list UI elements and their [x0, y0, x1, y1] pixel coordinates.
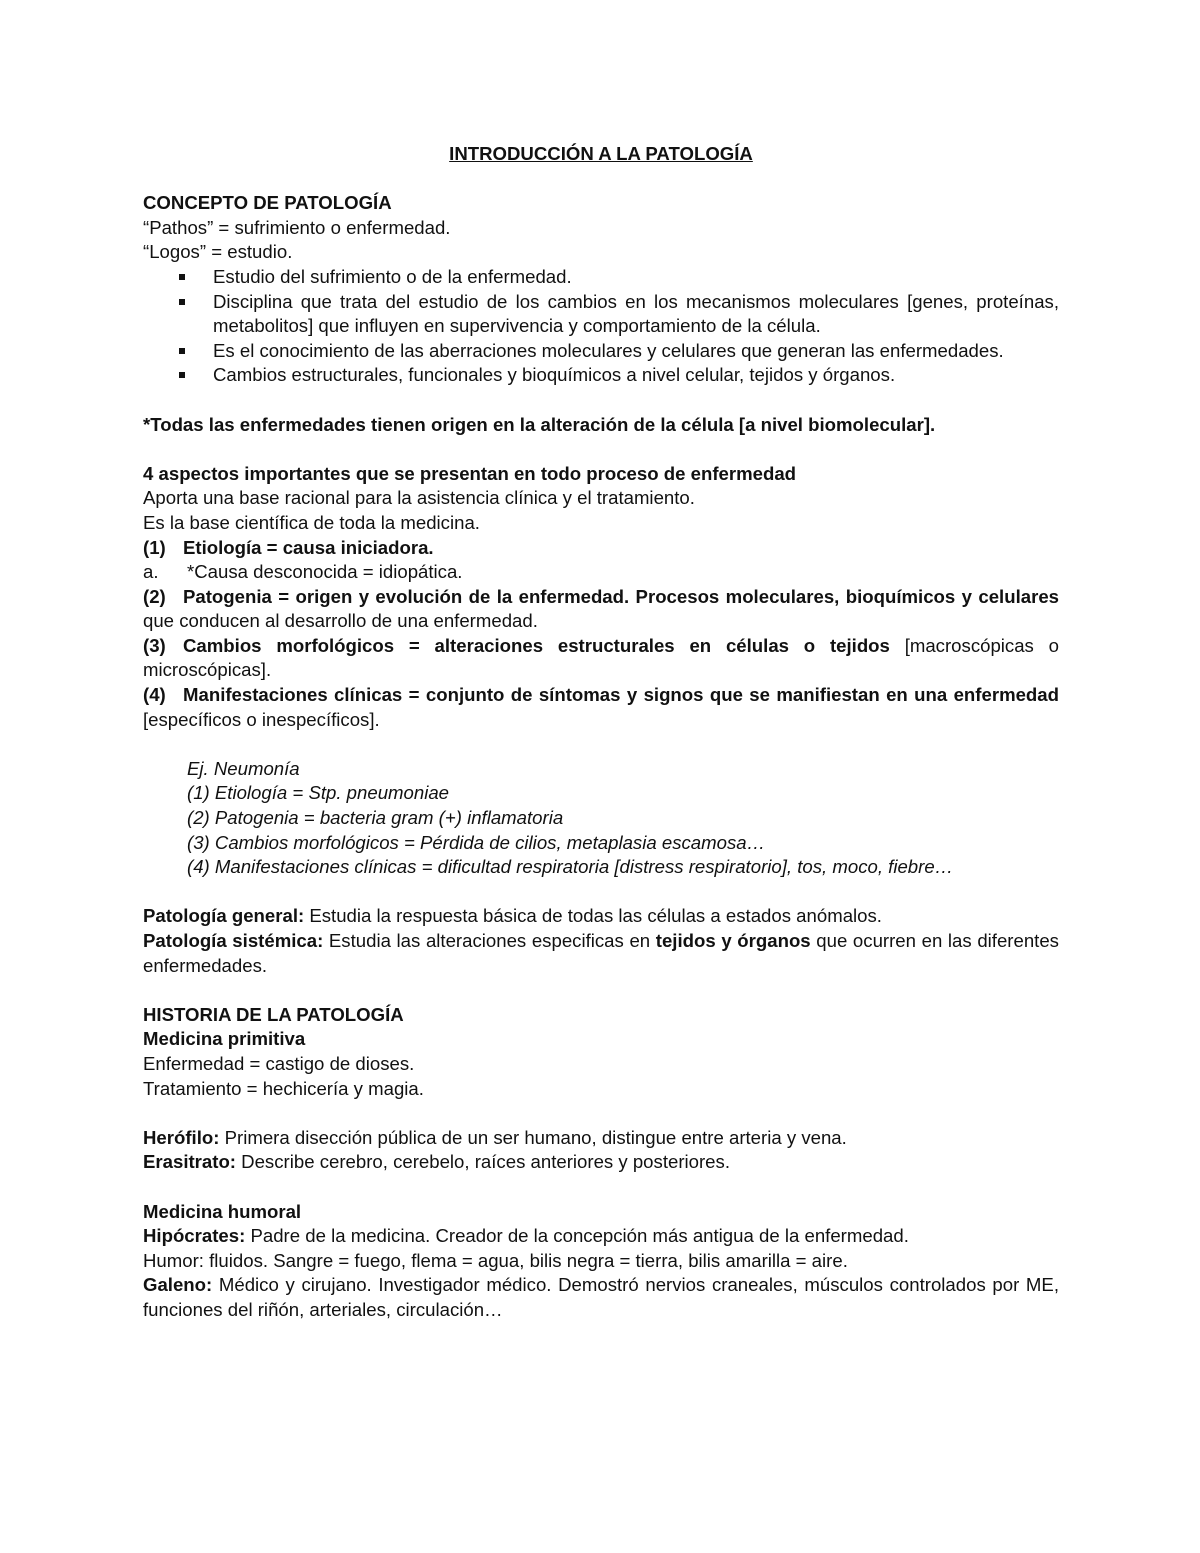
section-heading-historia: HISTORIA DE LA PATOLOGÍA	[143, 1003, 404, 1025]
example-line: (2) Patogenia = bacteria gram (+) inflamatoria	[187, 807, 564, 829]
patologia-general: Patología general: Estudia la respuesta básica de todas las células a estados anómalos.	[143, 905, 882, 927]
subheading-medicina-humoral: Medicina humoral	[143, 1200, 302, 1222]
hipocrates-line: Hipócrates: Padre de la medicina. Creador de la concepción más antigua de la enfermedad.	[143, 1225, 909, 1247]
aspecto-item-4: (4) Manifestaciones clínicas = conjunto de síntomas y signos que se manifiestan en una enfermedad [específicos o inespecíficos].	[143, 684, 1059, 730]
galeno-line: Galeno: Médico y cirujano. Investigador médico. Demostró nervios craneales, músculos controlados por ME, funciones del riñón, arteriales, circulación…	[143, 1274, 1059, 1320]
aspectos-line-2: Es la base científica de toda la medicina.	[143, 511, 480, 533]
primitiva-line: Tratamiento = hechicería y magia.	[143, 1077, 424, 1099]
herofilo-line: Herófilo: Primera disección pública de un ser humano, distingue entre arteria y vena.	[143, 1126, 847, 1148]
concepto-bullet-list	[143, 265, 1059, 388]
bullet-square-icon	[179, 274, 185, 280]
erasitrato-line: Erasitrato: Describe cerebro, cerebelo, raíces anteriores y posteriores.	[143, 1151, 730, 1173]
primitiva-line: Enfermedad = castigo de dioses.	[143, 1052, 415, 1074]
pathos-line: “Pathos” = sufrimiento o enfermedad.	[143, 216, 451, 238]
section-heading-concepto: CONCEPTO DE PATOLOGÍA	[143, 192, 392, 214]
patologia-sistemica: Patología sistémica: Estudia las alteraciones especificas en tejidos y órganos que ocurren en las diferentes enfermedades.	[143, 930, 1059, 976]
aspecto-item-3: (3) Cambios morfológicos = alteraciones estructurales en células o tejidos [macroscópicas o microscópicas].	[143, 634, 1059, 681]
humor-line: Humor: fluidos. Sangre = fuego, flema = agua, bilis negra = tierra, bilis amarilla = aire.	[143, 1249, 848, 1271]
logos-line: “Logos” = estudio.	[143, 241, 293, 263]
aspectos-line-1: Aporta una base racional para la asistencia clínica y el tratamiento.	[143, 487, 695, 509]
bullet-item: Es el conocimiento de las aberraciones moleculares y celulares que generan las enfermedades.	[143, 339, 1059, 364]
bullet-square-icon	[179, 372, 185, 378]
subheading-medicina-primitiva: Medicina primitiva	[143, 1028, 306, 1050]
aspecto-subitem-a: a. *Causa desconocida = idiopática.	[143, 561, 463, 583]
bullet-item: Cambios estructurales, funcionales y bioquímicos a nivel celular, tejidos y órganos.	[143, 363, 1059, 388]
celula-note: *Todas las enfermedades tienen origen en la alteración de la célula [a nivel biomolecular].	[143, 413, 936, 435]
bullet-item: Disciplina que trata del estudio de los cambios en los mecanismos moleculares [genes, proteínas, metabolitos] que influyen en supervivencia y comportamiento de la célula.	[143, 290, 1059, 339]
aspecto-item-1: (1) Etiología = causa iniciadora.	[143, 536, 434, 558]
aspecto-item-2: (2) Patogenia = origen y evolución de la enfermedad. Procesos moleculares, bioquímicos y celulares que conducen al desarrollo de una enfermedad.	[143, 585, 1059, 632]
example-line: (4) Manifestaciones clínicas = dificultad respiratoria [distress respiratorio], tos, moco, fiebre…	[187, 856, 954, 878]
bullet-square-icon	[179, 299, 185, 305]
section-heading-aspectos: 4 aspectos importantes que se presentan en todo proceso de enfermedad	[143, 462, 797, 484]
document-title: INTRODUCCIÓN A LA PATOLOGÍA	[449, 143, 753, 164]
bullet-square-icon	[179, 348, 185, 354]
example-line: (1) Etiología = Stp. pneumoniae	[187, 782, 450, 804]
example-line: (3) Cambios morfológicos = Pérdida de cilios, metaplasia escamosa…	[187, 831, 766, 853]
bullet-item: Estudio del sufrimiento o de la enfermedad.	[143, 265, 1059, 290]
example-title: Ej. Neumonía	[187, 757, 300, 779]
neumonia-example	[143, 757, 1059, 880]
